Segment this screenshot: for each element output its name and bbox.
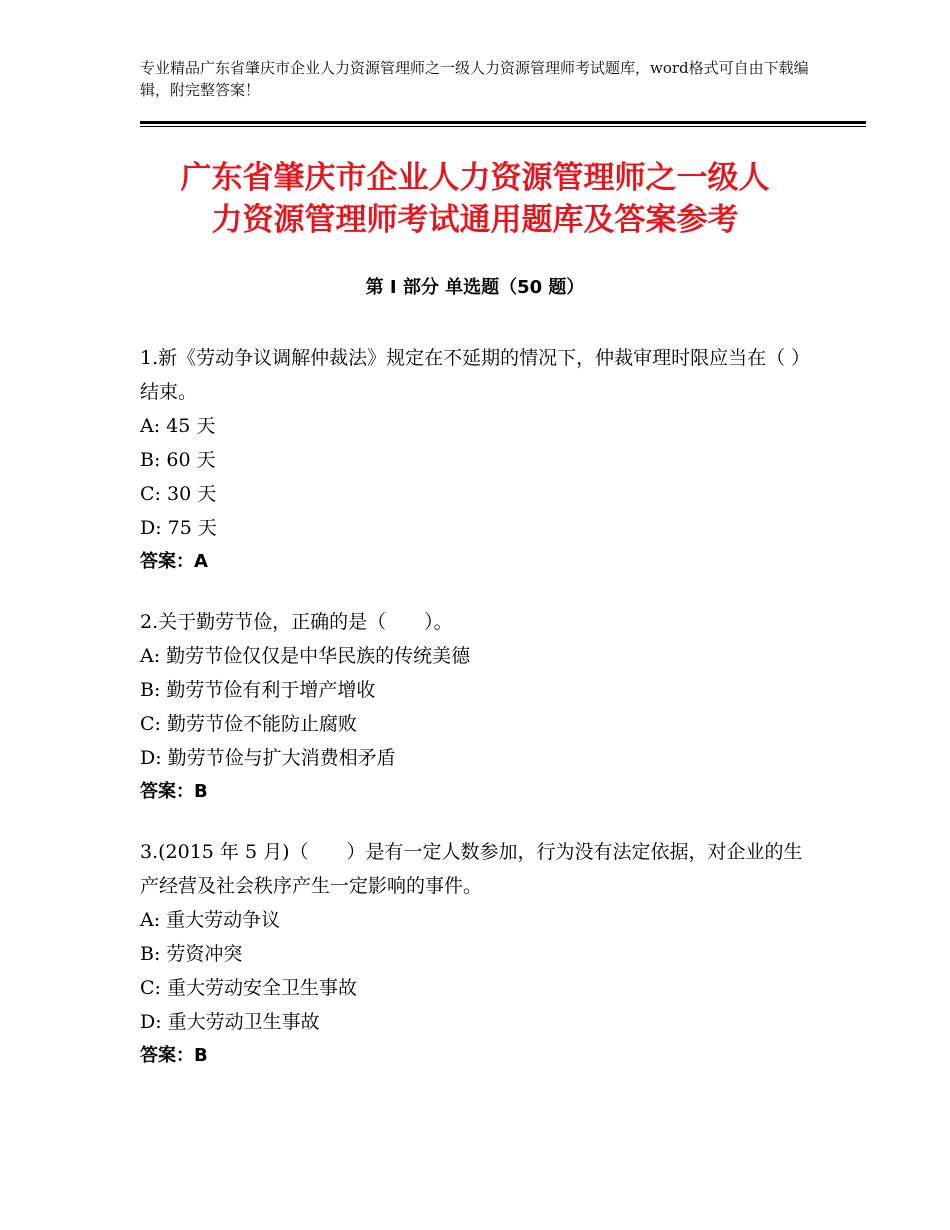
question-stem: 2.关于勤劳节俭，正确的是（ ）。 [140, 611, 453, 633]
question-option-a: A: 重大劳动争议 [140, 909, 281, 931]
question-option-a: A: 勤劳节俭仅仅是中华民族的传统美德 [140, 645, 471, 667]
title-line-1: 广东省肇庆市企业人力资源管理师之一级人 [180, 160, 770, 196]
question-list [140, 341, 820, 1099]
question-option-d: D: 75 天 [140, 517, 217, 539]
header-rule-thick [140, 121, 866, 124]
document-title [120, 157, 830, 241]
question-option-b: B: 勤劳节俭有利于增产增收 [140, 679, 376, 701]
header-note: 专业精品广东省肇庆市企业人力资源管理师之一级人力资源管理师考试题库，word格式可自由下载编辑，附完整答案！ [140, 59, 809, 99]
question-option-b: B: 60 天 [140, 449, 216, 471]
section-heading: 第 I 部分 单选题（50 题） [365, 277, 585, 298]
question-1 [140, 341, 820, 579]
question-2 [140, 605, 820, 809]
question-option-d: D: 重大劳动卫生事故 [140, 1011, 320, 1033]
question-option-b: B: 劳资冲突 [140, 943, 243, 965]
question-answer: 答案：B [140, 1045, 208, 1066]
question-answer: 答案：B [140, 781, 208, 802]
question-stem: 1.新《劳动争议调解仲裁法》规定在不延期的情况下，仲裁审理时限应当在（ ）结束。 [140, 347, 811, 403]
title-line-2: 力资源管理师考试通用题库及答案参考 [211, 202, 739, 238]
question-answer: 答案：A [140, 551, 208, 572]
question-option-d: D: 勤劳节俭与扩大消费相矛盾 [140, 747, 396, 769]
question-stem: 3.(2015 年 5 月)（ ）是有一定人数参加，行为没有法定依据，对企业的生产经营及社会秩序产生一定影响的事件。 [140, 841, 803, 897]
question-option-c: C: 勤劳节俭不能防止腐败 [140, 713, 357, 735]
question-3 [140, 835, 820, 1073]
question-option-c: C: 重大劳动安全卫生事故 [140, 977, 357, 999]
question-option-a: A: 45 天 [140, 415, 216, 437]
header-rule-thin [140, 126, 866, 127]
question-option-c: C: 30 天 [140, 483, 217, 505]
